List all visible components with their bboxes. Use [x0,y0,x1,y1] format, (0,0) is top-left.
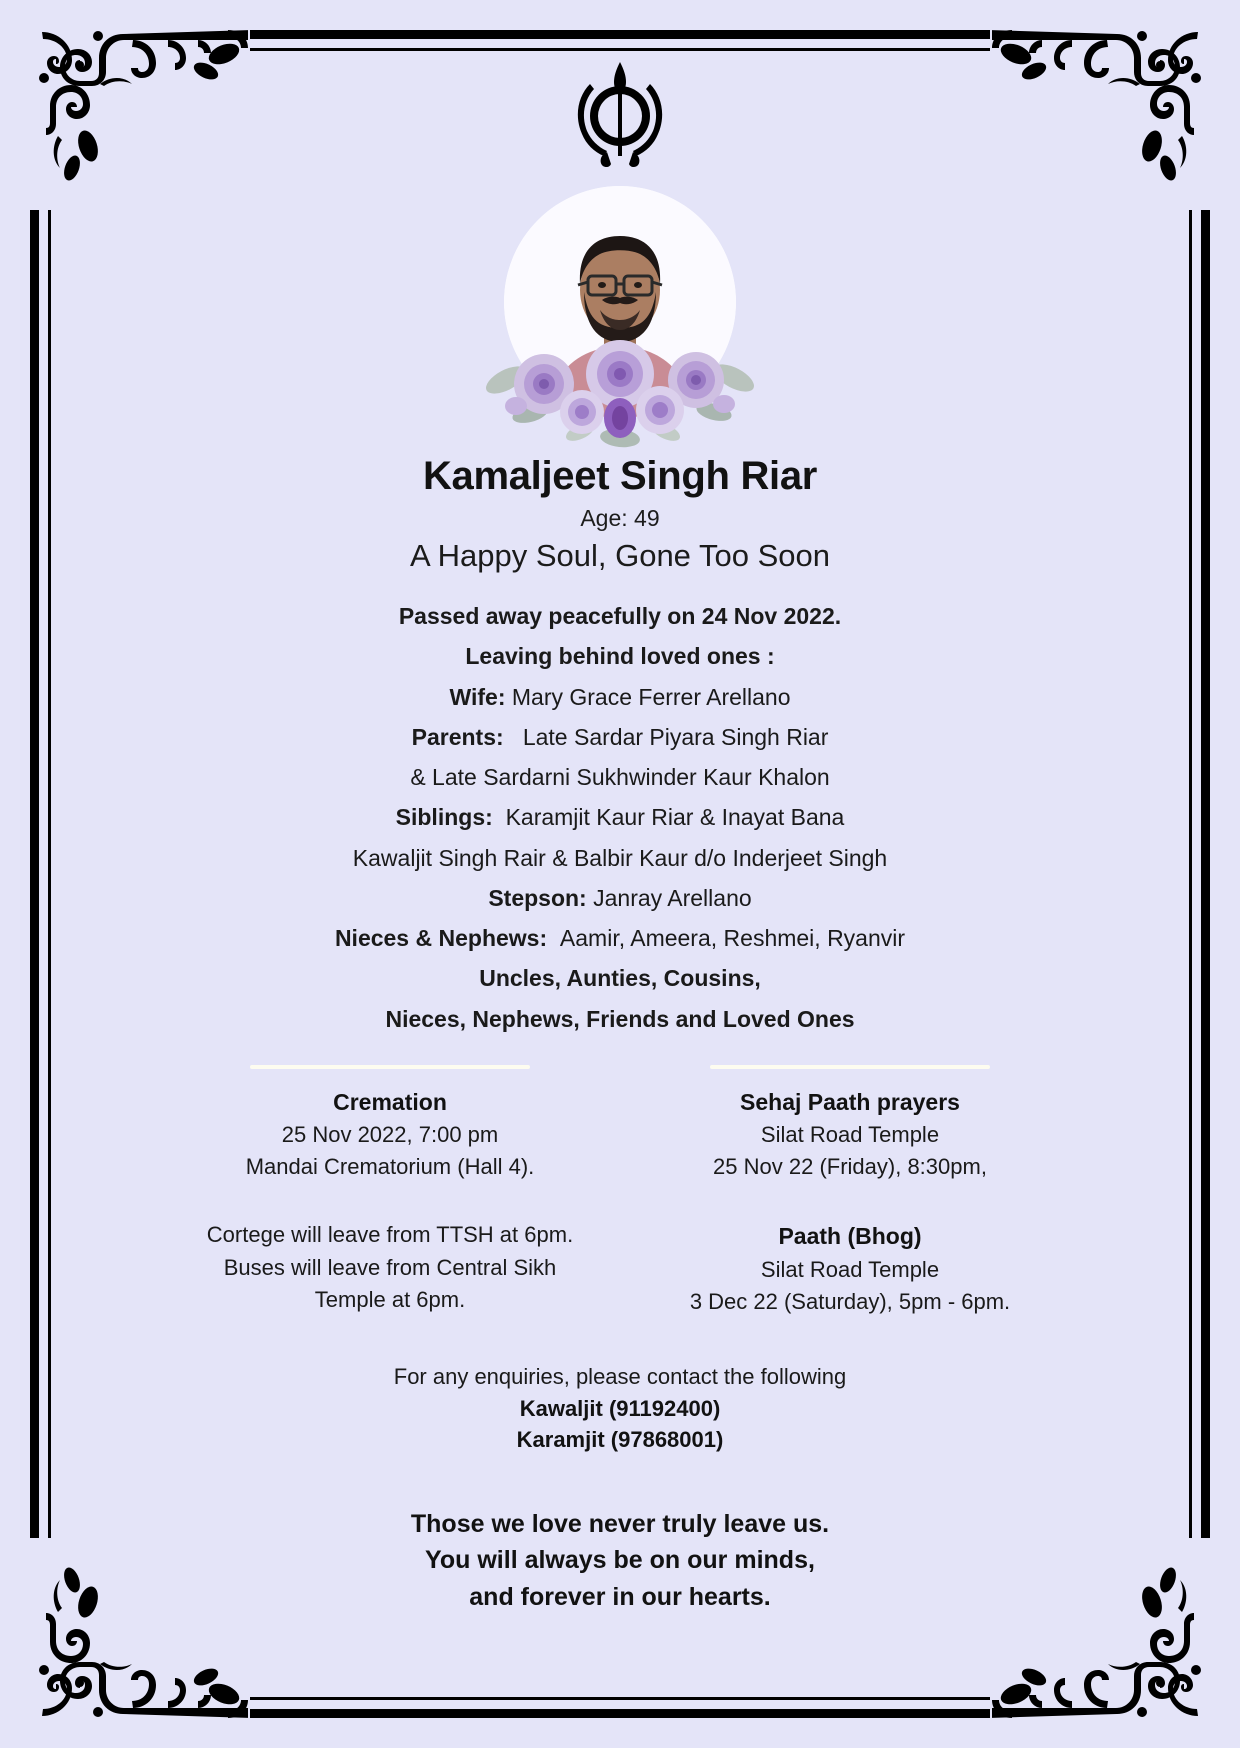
contact-karamjit[interactable]: Karamjit (97868001) [516,1427,724,1453]
page-title: Kamaljeet Singh Riar [422,454,818,498]
paath-bhog-venue: Silat Road Temple [760,1256,940,1282]
family-row-nieces-nephews [70,918,1170,958]
spacer-right [655,1183,1045,1219]
extended-family-line-1: Uncles, Aunties, Cousins, [479,965,761,992]
memorial-verse [411,1506,829,1616]
cortege-note-1: Cortege will leave from TTSH at 6pm. [206,1222,574,1248]
divider-left [250,1065,530,1069]
parents-label: Parents: [411,723,504,750]
divider-right [710,1065,990,1069]
event-column-cremation [195,1065,585,1318]
paath-bhog-title: Paath (Bhog) [778,1223,922,1250]
khanda-sikh-emblem [560,60,680,178]
parents-value-second: & Late Sardarni Sukhwinder Kaur Khalon [410,764,830,790]
cremation-title: Cremation [333,1088,447,1115]
extended-family-line-2: Nieces, Nephews, Friends and Loved Ones [385,1005,855,1032]
border-rule-bottom [250,1709,990,1718]
cortege-note-2: Buses will leave from Central Sikh [223,1254,557,1280]
border-rule-left [30,210,39,1538]
verse-line-2: You will always be on our minds, [425,1546,815,1575]
family-row-parents [70,717,1170,757]
family-details [70,596,1170,1039]
leaving-behind-line: Leaving behind loved ones : [465,643,775,670]
sehaj-paath-venue: Silat Road Temple [760,1122,940,1148]
events-section [70,1065,1170,1318]
border-rule-top [250,30,990,39]
nieces-nephews-label: Nieces & Nephews: [334,925,548,951]
spacer-left [195,1183,585,1219]
family-row-siblings [70,797,1170,837]
cortege-note-3: Temple at 6pm. [314,1286,466,1312]
cremation-datetime: 25 Nov 2022, 7:00 pm [281,1122,499,1148]
age-label: Age: 49 [580,505,660,531]
nieces-nephews-value: Aamir, Ameera, Reshmei, Ryanvir [559,925,906,951]
sehaj-paath-datetime: 25 Nov 22 (Friday), 8:30pm, [713,1154,987,1180]
stepson-value: Janray Arellano [593,884,752,911]
wife-label: Wife: [449,683,506,710]
siblings-value: Karamjit Kaur Riar & Inayat Bana [505,804,845,831]
border-rule-right-inner [1189,210,1192,1538]
border-rule-right [1201,210,1210,1538]
tagline: A Happy Soul, Gone Too Soon [410,538,830,573]
wife-value: Mary Grace Ferrer Arellano [511,683,791,710]
contact-kawaljit[interactable]: Kawaljit (91192400) [519,1396,721,1422]
enquiries-section [394,1360,846,1455]
border-rule-left-inner [48,210,51,1538]
stepson-label: Stepson: [488,884,587,911]
event-column-prayers [655,1065,1045,1318]
enquiries-lead: For any enquiries, please contact the following [393,1364,847,1390]
border-rule-bottom-inner [250,1697,990,1700]
family-row-stepson [70,878,1170,918]
passed-away-line: Passed away peacefully on 24 Nov 2022. [398,603,842,629]
family-row-wife [70,677,1170,717]
verse-line-1: Those we love never truly leave us. [410,1509,830,1538]
cremation-venue: Mandai Crematorium (Hall 4). [245,1154,535,1180]
paath-bhog-datetime: 3 Dec 22 (Saturday), 5pm - 6pm. [689,1289,1011,1315]
siblings-label: Siblings: [395,804,493,831]
portrait-block [470,186,770,448]
floral-decoration [470,328,770,458]
siblings-value-second: Kawaljit Singh Rair & Balbir Kaur d/o Inderjeet Singh [352,844,888,871]
sehaj-paath-title: Sehaj Paath prayers [740,1088,960,1115]
parents-value: Late Sardar Piyara Singh Riar [522,723,829,750]
verse-line-3: and forever in our hearts. [469,1583,771,1612]
